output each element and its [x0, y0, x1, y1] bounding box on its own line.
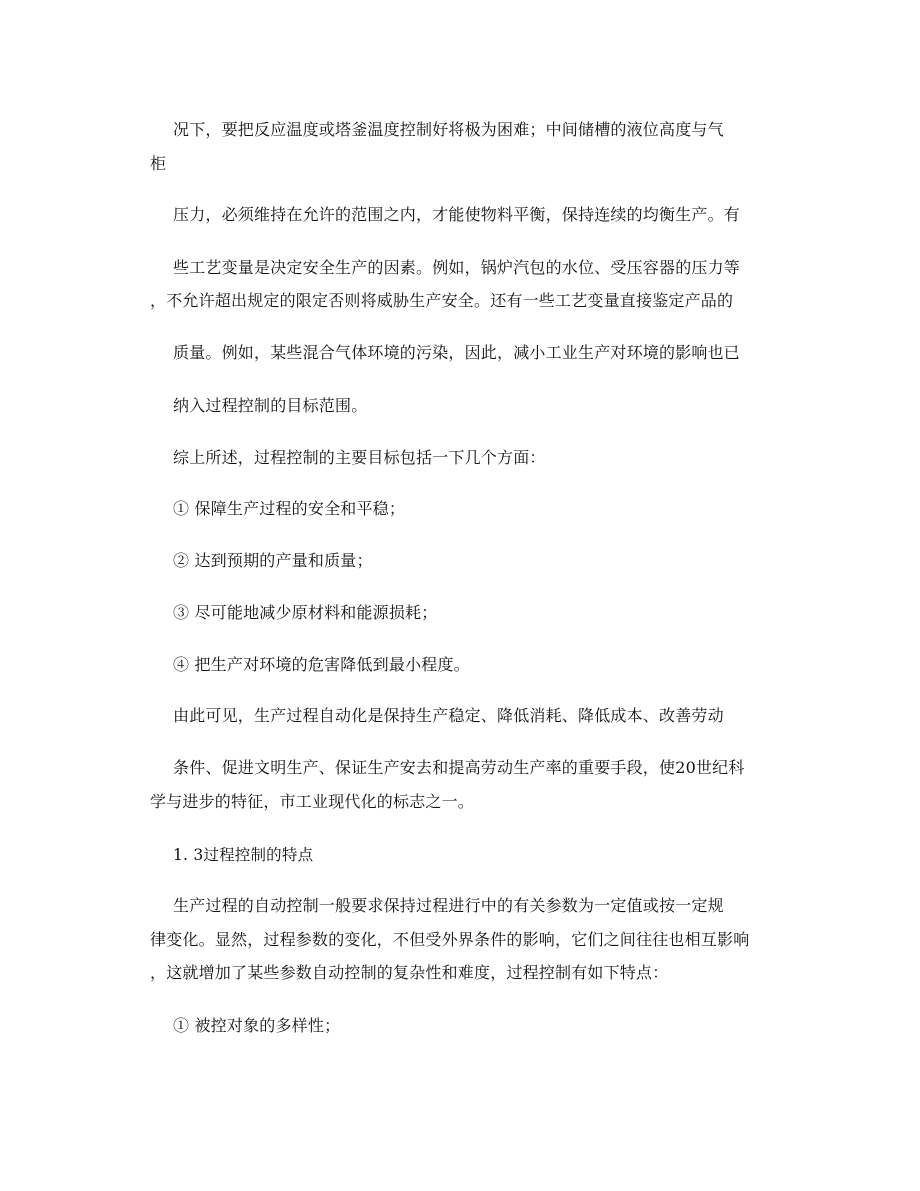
text-line-17: 生产过程的自动控制一般要求保持过程进行中的有关参数为一定值或按一定规	[173, 896, 724, 915]
text-line-13: 由此可见，生产过程自动化是保持生产稳定、降低消耗、降低成本、改善劳动	[173, 706, 724, 725]
text-line-7: 纳入过程控制的目标范围。	[173, 396, 368, 415]
text-line-15: 学与进步的特征，市工业现代化的标志之一。	[150, 792, 475, 811]
text-line-4: 些工艺变量是决定安全生产的因素。例如，锅炉汽包的水位、受压容器的压力等	[173, 258, 741, 277]
text-line-3: 压力，必须维持在允许的范围之内，才能使物料平衡，保持连续的均衡生产。有	[173, 205, 741, 224]
list-item-1: ① 保障生产过程的安全和平稳；	[173, 499, 406, 518]
text-line-5: ，不允许超出规定的限定否则将威胁生产安全。还有一些工艺变量直接鉴定产品的	[150, 291, 734, 310]
text-line-6: 质量。例如，某些混合气体环境的污染，因此，减小工业生产对环境的影响也已	[173, 343, 741, 362]
list-item-4: ④ 把生产对环境的危害降低到最小程度。	[173, 655, 470, 674]
text-line-1: 况下，要把反应温度或塔釜温度控制好将极为困难；中间储槽的液位高度与气	[173, 120, 724, 139]
text-line-19: ，这就增加了某些参数自动控制的复杂性和难度，过程控制有如下特点：	[150, 963, 669, 982]
text-line-2: 柜	[150, 154, 167, 173]
list-item-2: ② 达到预期的产量和质量；	[173, 551, 373, 570]
list-item-5: ① 被控对象的多样性；	[173, 1016, 341, 1035]
text-line-14: 条件、促进文明生产、保证生产安去和提高劳动生产率的重要手段，使20世纪科	[173, 758, 745, 777]
text-line-18: 律变化。显然，过程参数的变化，不但受外界条件的影响，它们之间往往也相互影响	[150, 930, 750, 949]
list-item-3: ③ 尽可能地减少原材料和能源损耗；	[173, 603, 438, 622]
text-line-8: 综上所述，过程控制的主要目标包括一下几个方面：	[173, 448, 546, 467]
section-heading: 1. 3过程控制的特点	[173, 846, 314, 864]
